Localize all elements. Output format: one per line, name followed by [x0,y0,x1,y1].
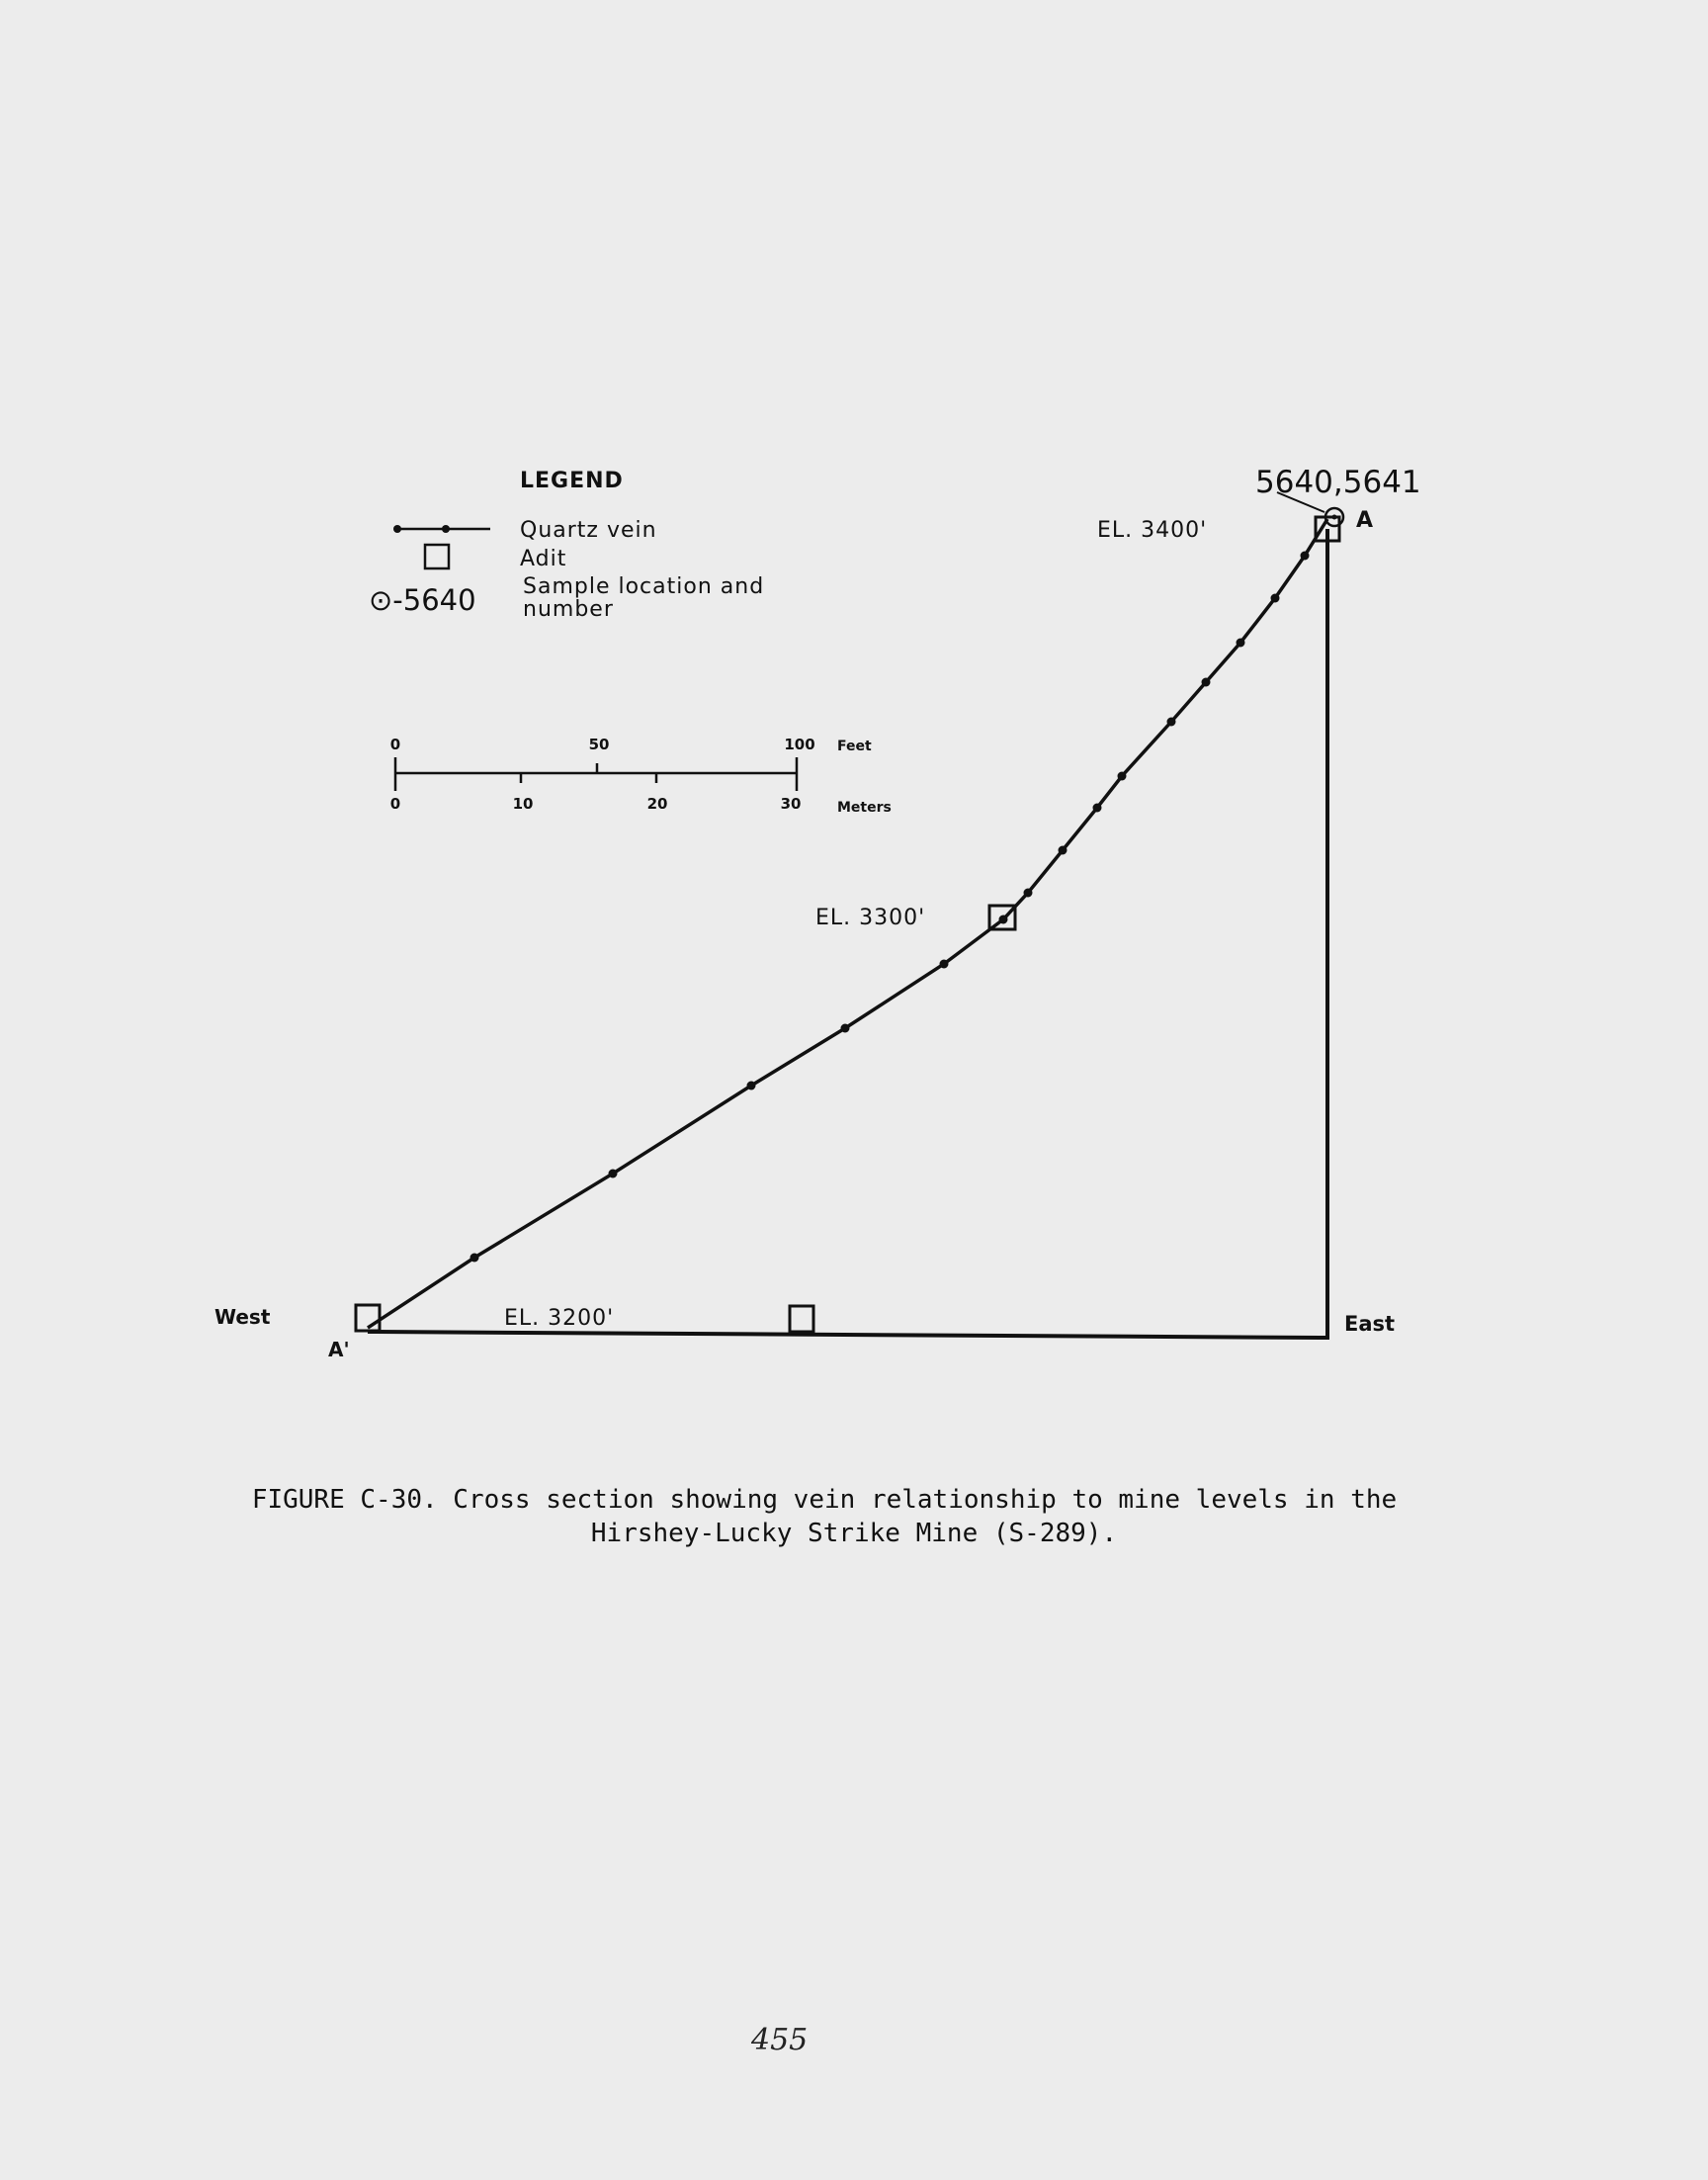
vein-point [609,1170,618,1178]
west-label: West [214,1305,271,1329]
vein-point [1024,889,1033,898]
legend-quartz-vein-label: Quartz vein [520,518,657,543]
point-a-label: A [1356,508,1375,533]
vein-point [1271,594,1280,603]
scale-meter-tick-10: 10 [512,795,534,813]
vein-point [1059,846,1068,855]
page-number: 455 [751,2023,809,2057]
legend-adit-symbol [425,545,449,568]
elevation-3200-label: EL. 3200' [504,1306,615,1331]
vein-point [1167,718,1176,727]
vein-point [940,960,949,969]
vein-point [1237,639,1245,648]
legend-sample-label-line2: number [523,597,614,622]
figure-caption [0,1483,1708,1550]
vein-point [747,1082,756,1090]
scale-meter-tick-0: 0 [389,795,401,813]
caption-line-1: FIGURE C-30. Cross section showing vein relationship to mine levels in the [251,1485,1398,1515]
vein-point [1301,552,1310,561]
legend-sample-example: ⊙-5640 [369,583,476,617]
adit-el-3200-middle [790,1306,813,1332]
legend-quartz-vein-symbol [393,525,490,533]
legend-sample-label-line1: Sample location and [523,574,765,599]
scale-meter-tick-20: 20 [646,795,668,813]
vein-point [1118,772,1127,781]
sample-numbers-label: 5640,5641 [1255,465,1421,500]
scale-meter-tick-30: 30 [780,795,802,813]
scale-feet-unit: Feet [837,739,872,754]
east-label: East [1344,1312,1396,1336]
vein-point [841,1024,850,1033]
elevation-3300-label: EL. 3300' [815,906,926,930]
vein-point [999,916,1008,924]
section-outline [368,529,1327,1338]
scale-feet-tick-100: 100 [784,736,815,753]
scale-meter-unit: Meters [837,800,892,816]
legend-title: LEGEND [520,469,624,493]
caption-line-2: Hirshey-Lucky Strike Mine (S-289). [590,1519,1118,1548]
elevation-3400-label: EL. 3400' [1097,518,1208,543]
scale-feet-tick-0: 0 [389,736,401,753]
legend-adit-label: Adit [520,547,567,571]
scale-feet-tick-50: 50 [588,736,610,753]
vein-point [470,1254,479,1263]
vein-point [1093,804,1102,813]
scale-bar [395,757,797,791]
vein-point [1202,678,1211,687]
point-a-prime-label: A' [328,1338,350,1361]
